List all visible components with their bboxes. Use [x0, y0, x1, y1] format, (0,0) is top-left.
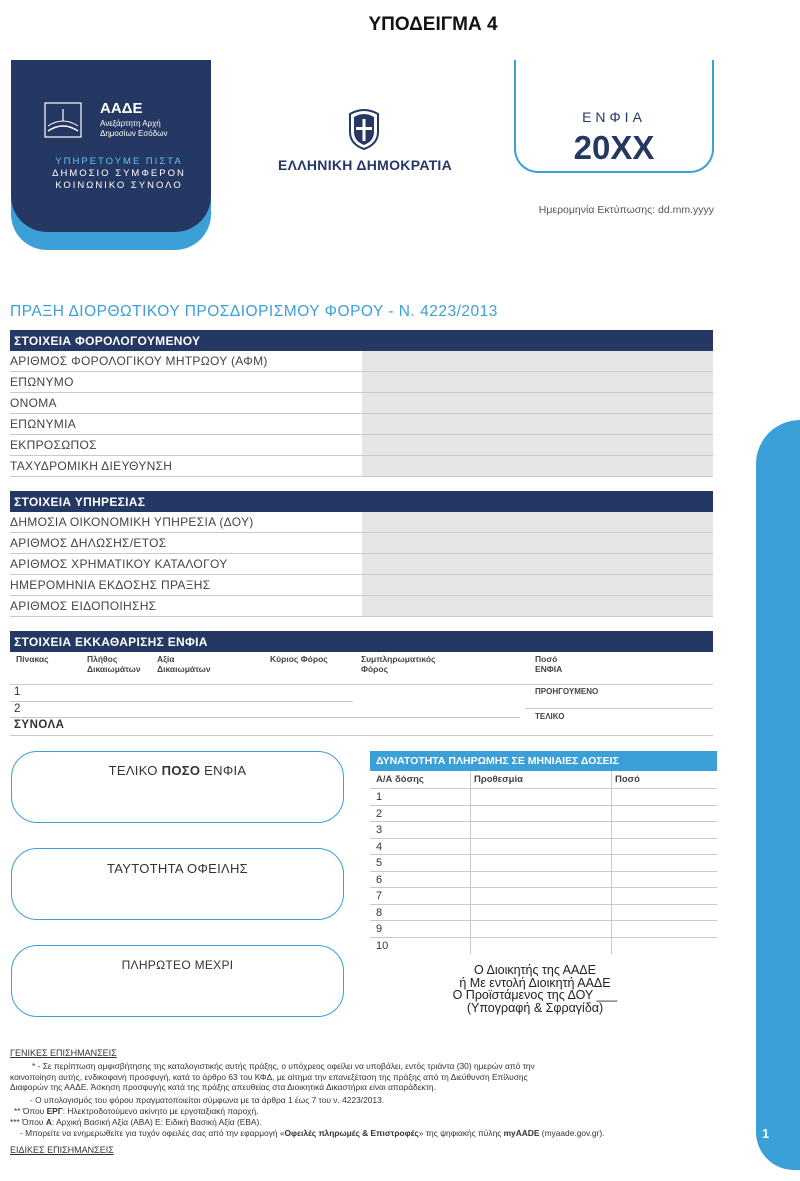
field-value — [362, 575, 713, 595]
col-main-tax: Κύριος Φόρος — [270, 654, 328, 664]
col-deadline: Προθεσμία — [474, 774, 523, 785]
col-rights-count — [87, 655, 141, 674]
field-value — [362, 414, 713, 434]
note-text: : Αρχική Βασική Αξία (ΑΒΑ) Ε: Ειδική Βασική Αξία (ΕΒΑ). — [51, 1117, 262, 1127]
final-amount-bold: ΠΟΣΟ — [161, 763, 201, 778]
installment-no: 4 — [376, 840, 383, 853]
field-value — [362, 596, 713, 616]
aade-slogan-2 — [24, 168, 214, 192]
col-rights-value-l1: Αξία — [157, 654, 175, 664]
divider — [10, 735, 713, 736]
installment-no: 8 — [376, 906, 383, 919]
divider — [10, 684, 713, 685]
signature-line4: (Υπογραφή & Σφραγίδα) — [466, 1000, 604, 1015]
service-section-heading: ΣΤΟΙΧΕΙΑ ΥΠΗΡΕΣΙΑΣ — [10, 491, 713, 512]
field-value — [362, 512, 713, 532]
note-bold: myAADE — [503, 1128, 540, 1138]
field-label: ΟΝΟΜΑ — [10, 396, 57, 410]
service-row-issue-date — [10, 575, 713, 596]
general-notes-heading: ΓΕΝΙΚΕΣ ΕΠΙΣΗΜΑΝΣΕΙΣ — [10, 1048, 117, 1058]
col-enfia-amount — [535, 655, 562, 674]
field-value — [362, 372, 713, 392]
aade-slogan-line2: ΔΗΜΟΣΙΟ ΣΥΜΦΕΡΟΝ — [52, 168, 186, 179]
field-label: ΕΠΩΝΥΜΟ — [10, 375, 74, 389]
note-bold: Α — [45, 1117, 52, 1127]
service-row-catalog — [10, 554, 713, 575]
note-text: - Μπορείτε να ενημερωθείτε για τυχόν οφειλές σας από την εφαρμογή « — [20, 1128, 285, 1138]
taxpayer-row-representative — [10, 435, 713, 456]
divider — [525, 708, 713, 709]
installment-no: 10 — [376, 939, 389, 952]
installment-no: 2 — [376, 807, 383, 820]
col-rights-value-l2: Δικαιωμάτων — [157, 663, 211, 674]
col-amount: Ποσό — [615, 774, 640, 785]
signature-line3: Ο Προϊστάμενος της ΔΟΥ ___ — [452, 988, 618, 1002]
payable-until-label: ΠΛΗΡΩΤΕΟ ΜΕΧΡΙ — [121, 958, 234, 972]
aade-name: ΑΑΔΕ — [100, 100, 143, 117]
model-title: ΥΠΟΔΕΙΓΜΑ 4 — [368, 14, 498, 35]
col-rights-count-l2: Δικαιωμάτων — [87, 663, 141, 674]
final-amount-text2: ΕΝΦΙΑ — [200, 763, 247, 778]
note-appeal-l2: κοινοποίηση αυτής, ενδικοφανή προσφυγή, κατά το άρθρο 63 του ΚΦΔ, με αίτημα την επανεξέταση της πράξης από τη Διεύθυνση Επίλυσης — [10, 1071, 528, 1082]
signature-line2: ή Με εντολή Διοικητή ΑΑΔΕ — [459, 975, 611, 990]
taxpayer-row-afm — [10, 351, 713, 372]
page-number: 1 — [762, 1126, 770, 1141]
note-text: » της ψηφιακής πύλης — [418, 1128, 504, 1138]
field-label: ΑΡΙΘΜΟΣ ΕΙΔΟΠΟΙΗΣΗΣ — [10, 599, 157, 613]
field-value — [362, 456, 713, 476]
note-text: (myaade.gov.gr). — [539, 1128, 605, 1138]
taxpayer-row-company — [10, 414, 713, 435]
debt-id-box — [11, 848, 344, 920]
note-aba — [10, 1117, 262, 1128]
installment-no: 5 — [376, 857, 383, 869]
field-label: ΑΡΙΘΜΟΣ ΧΡΗΜΑΤΙΚΟΥ ΚΑΤΑΛΟΓΟΥ — [10, 557, 228, 571]
note-appeal-l3: Διαφορών της ΑΑΔΕ. Άσκηση προσφυγής κατά της πράξης απευθείας στα Διοικητικά Δικαστήρια είναι απαράδεκτη. — [10, 1082, 436, 1092]
note-text: : Ηλεκτροδοτούμενο ακίνητο με εργοταξιακή παροχή. — [62, 1106, 259, 1116]
field-label: ΕΚΠΡΟΣΩΠΟΣ — [10, 438, 97, 452]
field-label: ΤΑΧΥΔΡΟΜΙΚΗ ΔΙΕΥΘΥΝΣΗ — [10, 459, 173, 473]
aade-emblem-icon — [44, 101, 84, 141]
special-notes-heading: ΕΙΔΙΚΕΣ ΕΠΙΣΗΜΑΝΣΕΙΣ — [10, 1145, 114, 1155]
aade-slogan-line3: ΚΟΙΝΩΝΙΚΟ ΣΥΝΟΛΟ — [55, 180, 183, 191]
installment-row — [370, 855, 717, 872]
installment-row — [370, 888, 717, 905]
col-installment-no: Α/Α δόσης — [376, 774, 424, 785]
taxpayer-section-heading: ΣΤΟΙΧΕΙΑ ΦΟΡΟΛΟΓΟΥΜΕΝΟΥ — [10, 330, 713, 351]
settlement-row-1: 1 — [14, 686, 21, 698]
taxpayer-row-surname — [10, 372, 713, 393]
field-value — [362, 533, 713, 553]
col-amount-l1: Ποσό — [535, 654, 558, 664]
field-value — [362, 351, 713, 371]
installment-row — [370, 806, 717, 823]
note-erg — [14, 1106, 258, 1117]
installment-no: 7 — [376, 890, 383, 902]
installment-row — [370, 839, 717, 856]
col-table: Πίνακας — [16, 654, 49, 664]
field-value — [362, 393, 713, 413]
page-side-tab — [756, 420, 800, 1170]
note-text: ** Όπου — [14, 1106, 47, 1116]
aade-subtitle-line1: Ανεξάρτητη Αρχή — [100, 119, 161, 128]
greek-crest-icon — [344, 108, 384, 150]
service-row-doy — [10, 512, 713, 533]
installment-no: 9 — [376, 923, 383, 935]
col-supp-l2: Φόρος — [361, 663, 389, 674]
installment-row — [370, 822, 717, 839]
final-amount-text: ΤΕΛΙΚΟ — [108, 763, 162, 778]
column-divider — [470, 771, 471, 954]
installment-row — [370, 905, 717, 922]
col-amount-l2: ΕΝΦΙΑ — [535, 663, 563, 674]
aade-subtitle-line2: Δημοσίων Εσόδων — [100, 129, 168, 138]
installment-row — [370, 872, 717, 889]
debt-id-label: ΤΑΥΤΟΤΗΤΑ ΟΦΕΙΛΗΣ — [106, 861, 249, 876]
totals-label: ΣΥΝΟΛΑ — [14, 719, 65, 731]
note-myaade — [20, 1128, 760, 1139]
field-value — [362, 435, 713, 455]
service-row-declaration — [10, 533, 713, 554]
installment-row — [370, 921, 717, 938]
installment-no: 6 — [376, 873, 383, 886]
note-appeal-l1: * - Σε περίπτωση αμφισβήτησης της καταλογιστικής αυτής πράξης, ο υπόχρεος οφείλει να υποβάλει, εντός τριάντα (30) ημερών από την — [32, 1061, 535, 1071]
installment-no: 1 — [376, 791, 383, 803]
col-supplementary-tax — [361, 655, 435, 674]
divider — [10, 717, 520, 718]
aade-slogan-1: ΥΠΗΡΕΤΟΥΜΕ ΠΙΣΤΑ — [55, 156, 183, 167]
final-label: ΤΕΛΙΚΟ — [535, 712, 565, 721]
col-rights-value — [157, 655, 211, 674]
installment-row — [370, 938, 717, 955]
final-amount-box — [11, 751, 344, 823]
previous-label: ΠΡΟΗΓΟΥΜΕΝΟ — [535, 687, 599, 696]
field-label: ΑΡΙΘΜΟΣ ΦΟΡΟΛΟΓΙΚΟΥ ΜΗΤΡΩΟΥ (ΑΦΜ) — [10, 354, 268, 368]
taxpayer-row-address — [10, 456, 713, 477]
field-label: ΕΠΩΝΥΜΙΑ — [10, 417, 77, 431]
taxpayer-row-name — [10, 393, 713, 414]
installment-row — [370, 789, 717, 806]
col-rights-count-l1: Πλήθος — [87, 654, 118, 664]
act-title: ΠΡΑΞΗ ΔΙΟΡΘΩΤΙΚΟΥ ΠΡΟΣΔΙΟΡΙΣΜΟΥ ΦΟΡΟΥ - Ν. 4223/2013 — [10, 303, 498, 320]
note-text: *** Όπου — [10, 1117, 46, 1127]
field-label: ΔΗΜΟΣΙΑ ΟΙΚΟΝΟΜΙΚΗ ΥΠΗΡΕΣΙΑ (ΔΟΥ) — [10, 515, 254, 529]
signature-line1: Ο Διοικητής της ΑΑΔΕ — [473, 963, 596, 977]
enfia-label: ΕΝΦΙΑ — [582, 109, 646, 125]
service-row-notice — [10, 596, 713, 617]
settlement-row-2: 2 — [14, 703, 21, 715]
note-bold: ΕΡΓ — [46, 1106, 63, 1116]
column-divider — [611, 771, 612, 954]
aade-subtitle — [100, 119, 200, 139]
col-supp-l1: Συμπληρωματικός — [361, 654, 436, 664]
note-appeal — [10, 1061, 750, 1093]
installment-no: 3 — [376, 824, 383, 836]
signature-block — [420, 964, 650, 1014]
field-label: ΑΡΙΘΜΟΣ ΔΗΛΩΣΗΣ/ΕΤΟΣ — [10, 536, 167, 550]
settlement-section-heading: ΣΤΟΙΧΕΙΑ ΕΚΚΑΘΑΡΙΣΗΣ ΕΝΦΙΑ — [10, 631, 713, 652]
payable-until-box — [11, 945, 344, 1017]
republic-title: ΕΛΛΗΝΙΚΗ ΔΗΜΟΚΡΑΤΙΑ — [277, 157, 453, 173]
field-label: ΗΜΕΡΟΜΗΝΙΑ ΕΚΔΟΣΗΣ ΠΡΑΞΗΣ — [10, 578, 211, 592]
note-calculation: - Ο υπολογισμός του φόρου πραγματοποιείται σύμφωνα με τα άρθρα 1 έως 7 του ν. 4223/2013. — [30, 1095, 385, 1105]
installments-heading: ΔΥΝΑΤΟΤΗΤΑ ΠΛΗΡΩΜΗΣ ΣΕ ΜΗΝΙΑΙΕΣ ΔΟΣΕΙΣ — [370, 751, 717, 771]
note-bold: Οφειλές πληρωμές & Επιστροφές — [284, 1128, 419, 1138]
enfia-year: 20XX — [573, 129, 655, 166]
aade-logo-panel — [11, 60, 211, 232]
print-date: Ημερομηνία Εκτύπωσης: dd.mm.yyyy — [538, 204, 714, 216]
divider — [10, 701, 353, 702]
field-value — [362, 554, 713, 574]
